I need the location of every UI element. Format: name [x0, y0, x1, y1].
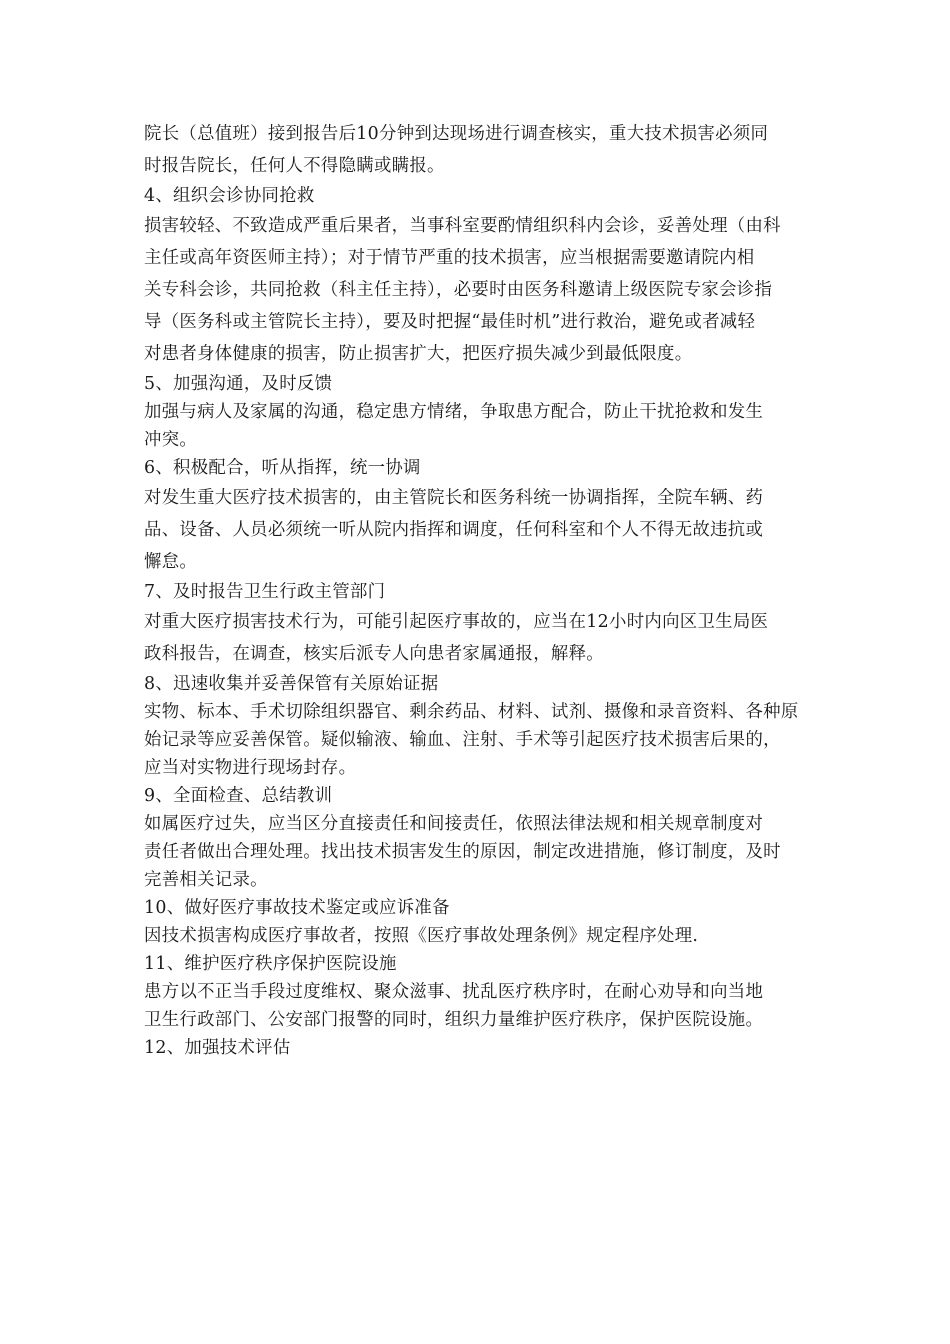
paragraph-line: 导（医务科或主管院长主持），要及时把握“最佳时机”进行救治，避免或者减轻	[144, 312, 756, 332]
paragraph-line: 品、设备、人员必须统一听从院内指挥和调度，任何科室和个人不得无故违抗或	[144, 520, 764, 540]
paragraph-line: 院长（总值班）接到报告后10分钟到达现场进行调查核实，重大技术损害必须同	[144, 124, 769, 144]
paragraph-line: 实物、标本、手术切除组织器官、剩余药品、材料、试剂、摄像和录音资料、各种原	[144, 702, 799, 722]
section-heading: 7、及时报告卫生行政主管部门	[144, 582, 386, 602]
section-paragraph	[144, 398, 812, 454]
section-heading: 10、做好医疗事故技术鉴定或应诉准备	[144, 898, 450, 918]
section-heading: 6、积极配合，听从指挥，统一协调	[144, 458, 421, 478]
section-paragraph	[144, 482, 812, 578]
intro-paragraph	[144, 118, 812, 182]
paragraph-line: 应当对实物进行现场封存。	[144, 758, 357, 778]
paragraph-line: 对重大医疗损害技术行为，可能引起医疗事故的，应当在12小时内向区卫生局医	[144, 612, 769, 632]
paragraph-line: 对发生重大医疗技术损害的，由主管院长和医务科统一协调指挥，全院车辆、药	[144, 488, 764, 508]
section-heading: 12、加强技术评估	[144, 1038, 291, 1058]
section-paragraph	[144, 810, 812, 894]
paragraph-line: 损害较轻、不致造成严重后果者，当事科室要酌情组织科内会诊，妥善处理（由科	[144, 216, 781, 236]
paragraph-line: 加强与病人及家属的沟通，稳定患方情绪，争取患方配合，防止干扰抢救和发生	[144, 402, 764, 422]
paragraph-line: 懈怠。	[144, 552, 198, 572]
paragraph-line: 主任或高年资医师主持）；对于情节严重的技术损害，应当根据需要邀请院内相	[144, 248, 755, 268]
section-heading: 5、加强沟通，及时反馈	[144, 374, 333, 394]
paragraph-line: 患方以不正当手段过度维权、聚众滋事、扰乱医疗秩序时，在耐心劝导和向当地	[144, 982, 764, 1002]
section-paragraph	[144, 698, 812, 782]
paragraph-line: 冲突。	[144, 430, 198, 450]
paragraph-line: 政科报告，在调查，核实后派专人向患者家属通报，解释。	[144, 644, 604, 664]
paragraph-line: 完善相关记录。	[144, 870, 268, 890]
paragraph-line: 因技术损害构成医疗事故者，按照《医疗事故处理条例》规定程序处理.	[144, 926, 699, 946]
paragraph-line: 时报告院长，任何人不得隐瞒或瞒报。	[144, 156, 445, 176]
section-heading: 8、迅速收集并妥善保管有关原始证据	[144, 674, 439, 694]
section-paragraph	[144, 210, 812, 370]
paragraph-line: 卫生行政部门、公安部门报警的同时，组织力量维护医疗秩序，保护医院设施。	[144, 1010, 764, 1030]
section-heading: 4、组织会诊协同抢救	[144, 186, 315, 206]
section-paragraph	[144, 922, 812, 950]
section-paragraph	[144, 606, 812, 670]
section-heading: 11、维护医疗秩序保护医院设施	[144, 954, 397, 974]
section-paragraph	[144, 978, 812, 1034]
document-body	[144, 118, 812, 1062]
section-heading: 9、全面检查、总结教训	[144, 786, 333, 806]
paragraph-line: 关专科会诊，共同抢救（科主任主持），必要时由医务科邀请上级医院专家会诊指	[144, 280, 773, 300]
paragraph-line: 责任者做出合理处理。找出技术损害发生的原因，制定改进措施，修订制度，及时	[144, 842, 781, 862]
paragraph-line: 始记录等应妥善保管。疑似输液、输血、注射、手术等引起医疗技术损害后果的，	[144, 730, 781, 750]
paragraph-line: 对患者身体健康的损害，防止损害扩大，把医疗损失减少到最低限度。	[144, 344, 693, 364]
paragraph-line: 如属医疗过失，应当区分直接责任和间接责任，依照法律法规和相关规章制度对	[144, 814, 764, 834]
